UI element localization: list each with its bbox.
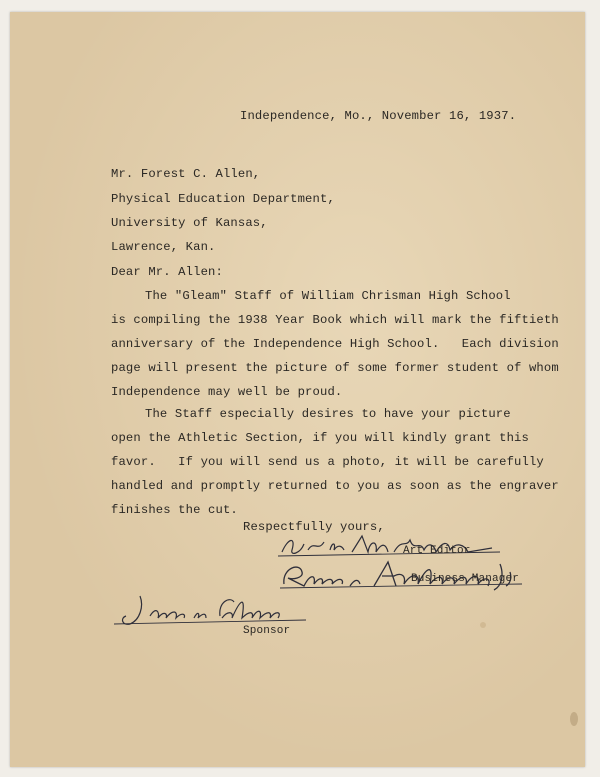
- paragraph-line: finishes the cut.: [111, 503, 238, 517]
- recipient-line: Physical Education Department,: [111, 192, 335, 206]
- letter-page: [10, 12, 585, 767]
- closing: Respectfully yours,: [243, 520, 385, 534]
- paragraph-line: handled and promptly returned to you as soon as the engraver: [111, 479, 559, 493]
- paragraph-line: anniversary of the Independence High School. Each division: [111, 337, 559, 351]
- salutation: Dear Mr. Allen:: [111, 265, 223, 279]
- manager-title: Business Manager: [411, 573, 520, 585]
- paper-stain: [570, 712, 578, 726]
- paragraph-line: Independence may well be proud.: [111, 385, 343, 399]
- paragraph-line: open the Athletic Section, if you will kindly grant this: [111, 431, 529, 445]
- sponsor-title: Sponsor: [243, 625, 291, 637]
- paragraph-line: The Staff especially desires to have your picture: [145, 407, 511, 421]
- recipient-line: Mr. Forest C. Allen,: [111, 167, 261, 181]
- paper-stain: [480, 622, 486, 628]
- paragraph-line: The "Gleam" Staff of William Chrisman High School: [145, 289, 511, 303]
- paragraph-line: page will present the picture of some former student of whom: [111, 361, 559, 375]
- editor-signature: [278, 530, 518, 560]
- recipient-line: Lawrence, Kan.: [111, 240, 216, 254]
- paragraph-line: is compiling the 1938 Year Book which will mark the fiftieth: [111, 313, 559, 327]
- paragraph-line: favor. If you will send us a photo, it will be carefully: [111, 455, 544, 469]
- place-date: Independence, Mo., November 16, 1937.: [240, 109, 517, 123]
- recipient-line: University of Kansas,: [111, 216, 268, 230]
- editor-title: Art Editor: [403, 545, 471, 557]
